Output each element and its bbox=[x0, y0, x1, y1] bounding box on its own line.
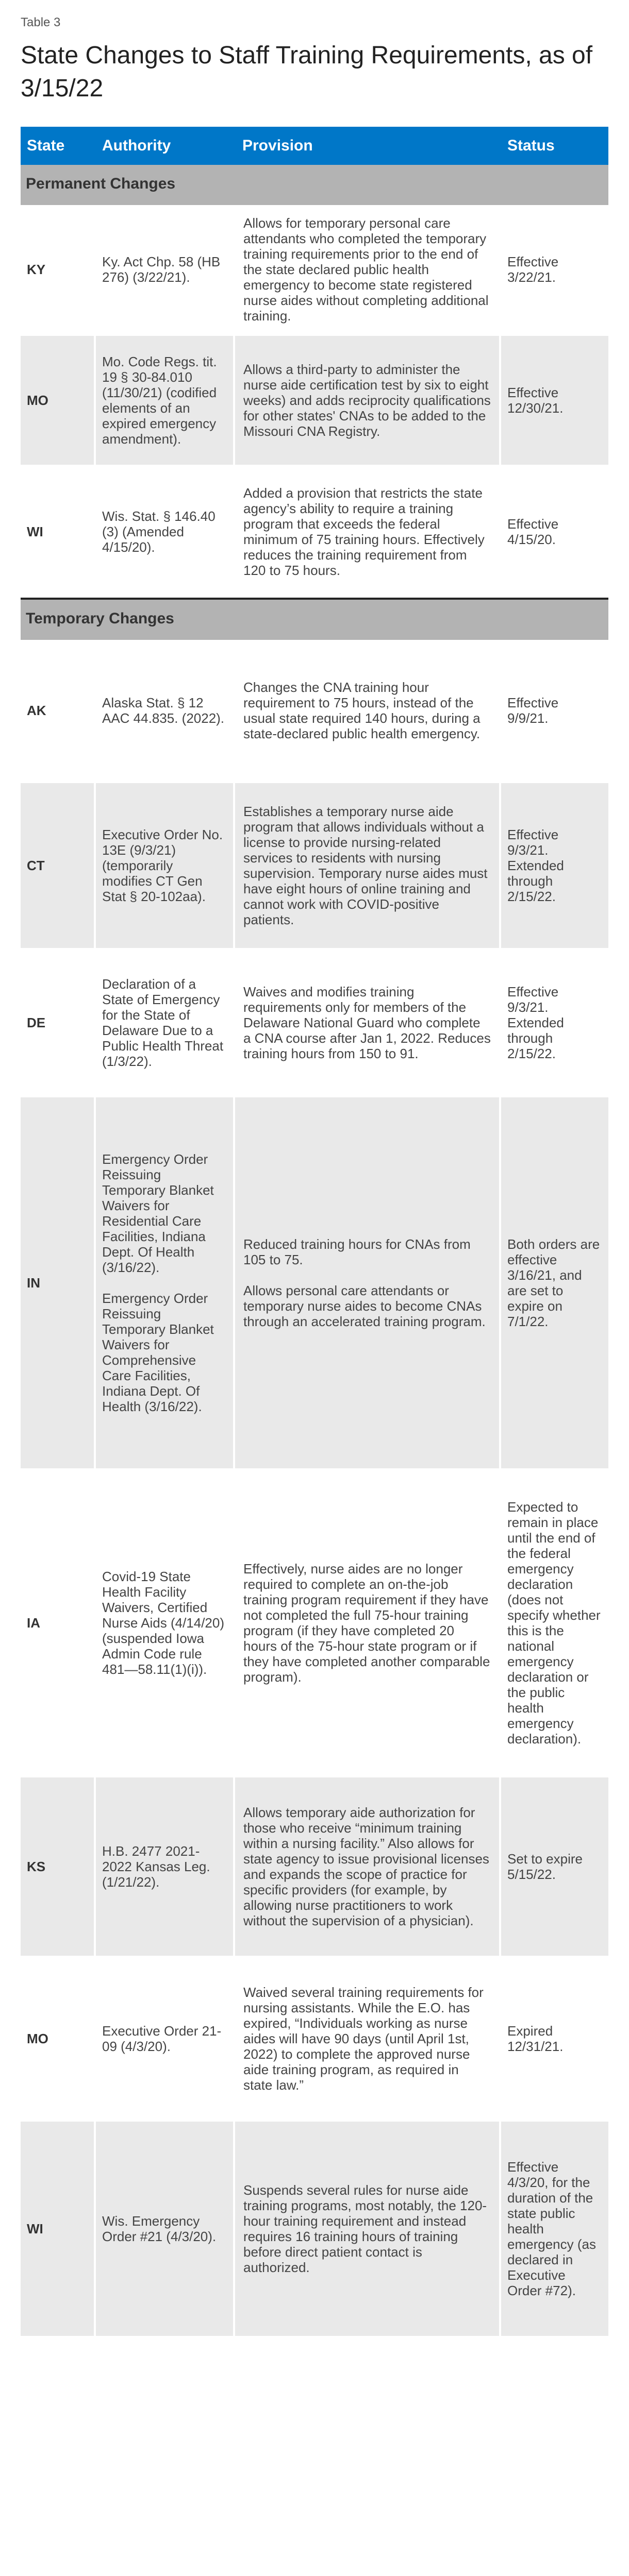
status-cell: Set to expire 5/15/22. bbox=[501, 1777, 608, 1956]
table-label: Table 3 bbox=[21, 15, 61, 29]
status-cell: Effective 9/3/21. Extended through 2/15/22. bbox=[501, 783, 608, 948]
provision-cell: Allows for temporary personal care attendants who completed the temporary training requirements prior to the end of the state declared public health emergency to become state registered nurse aides without completing additional training. bbox=[235, 205, 499, 334]
state-cell: IN bbox=[21, 1097, 94, 1468]
state-cell: KY bbox=[21, 205, 94, 334]
authority-cell: H.B. 2477 2021-2022 Kansas Leg. (1/21/22). bbox=[96, 1777, 233, 1956]
provision-text-b: Allows personal care attendants or temporary nurse aides to become CNAs through an accelerated training program. bbox=[243, 1283, 486, 1329]
table-header bbox=[21, 127, 608, 165]
col-header-authority: Authority bbox=[102, 137, 171, 154]
table-row bbox=[21, 336, 608, 467]
authority-cell: Executive Order No. 13E (9/3/21) (temporarily modifies CT Gen Stat § 20-102aa). bbox=[96, 783, 233, 948]
section-temporary-label: Temporary Changes bbox=[26, 610, 174, 627]
authority-cell: Wis. Emergency Order #21 (4/3/20). bbox=[96, 2122, 233, 2336]
state-cell: DE bbox=[21, 950, 94, 1095]
state-cell: IA bbox=[21, 1470, 94, 1775]
state-cell: CT bbox=[21, 783, 94, 948]
provision-cell: Changes the CNA training hour requirement to 75 hours, instead of the usual state required 140 hours, during a state-declared public health emergency. bbox=[235, 640, 499, 781]
provision-cell: Waives and modifies training requirements only for members of the Delaware National Guard who complete a CNA course after Jan 1, 2022. Reduces training hours from 150 to 91. bbox=[235, 950, 499, 1095]
provision-cell: Allows temporary aide authorization for those who receive “minimum training within a nursing facility.” Also allows for state agency to issue provisional licenses and expands the scope of practice for specific providers (for example, by allowing nurse practitioners to work without the supervision of a physician). bbox=[235, 1777, 499, 1956]
table-row bbox=[21, 1958, 608, 2122]
table-row bbox=[21, 467, 608, 599]
status-cell: Effective 12/30/21. bbox=[501, 336, 608, 465]
table-row bbox=[21, 2122, 608, 2338]
status-cell: Effective 9/3/21. Extended through 2/15/22. bbox=[501, 950, 608, 1095]
authority-cell: Wis. Stat. § 146.40 (3) (Amended 4/15/20). bbox=[96, 467, 233, 597]
authority-text-b: Emergency Order Reissuing Temporary Blanket Waivers for Comprehensive Care Facilities, Indiana Dept. Of Health (3/16/22). bbox=[102, 1291, 214, 1414]
provision-cell: Establishes a temporary nurse aide program that allows individuals without a license to provide nursing-related services to residents with nursing supervision. Temporary nurse aides must have eight hours of online training and cannot work with COVID-positive patients. bbox=[235, 783, 499, 948]
page-title: State Changes to Staff Training Requirements, as of 3/15/22 bbox=[21, 42, 593, 102]
state-cell: AK bbox=[21, 640, 94, 781]
authority-cell: Mo. Code Regs. tit. 19 § 30-84.010 (11/30/21) (codified elements of an expired emergency amendment). bbox=[96, 336, 233, 465]
status-cell: Effective 4/15/20. bbox=[501, 467, 608, 597]
state-cell: KS bbox=[21, 1777, 94, 1956]
section-permanent bbox=[21, 165, 608, 205]
state-cell: WI bbox=[21, 2122, 94, 2336]
state-cell: MO bbox=[21, 336, 94, 465]
status-cell: Both orders are effective 3/16/21, and are set to expire on 7/1/22. bbox=[501, 1097, 608, 1468]
table-row bbox=[21, 1097, 608, 1470]
provision-cell: Suspends several rules for nurse aide training programs, most notably, the 120-hour training requirement and instead requires 16 training hours of training before direct patient contact is authorized. bbox=[235, 2122, 499, 2336]
provision-cell: Allows a third-party to administer the nurse aide certification test by six to eight weeks) and adds reciprocity qualifications for other states' CNAs to be added to the Missouri CNA Registry. bbox=[235, 336, 499, 465]
table-row bbox=[21, 1470, 608, 1777]
status-cell: Effective 4/3/20, for the duration of the state public health emergency (as declared in Executive Order #72). bbox=[501, 2122, 608, 2336]
provision-text-a: Reduced training hours for CNAs from 105 to 75. bbox=[243, 1236, 471, 1267]
table-row bbox=[21, 783, 608, 950]
status-cell: Expected to remain in place until the end of the federal emergency declaration (does not specify whether this is the national emergency declaration or the public health emergency declaration). bbox=[501, 1470, 608, 1775]
section-permanent-label: Permanent Changes bbox=[26, 175, 176, 192]
state-cell: MO bbox=[21, 1958, 94, 2120]
authority-cell: Executive Order 21-09 (4/3/20). bbox=[96, 1958, 233, 2120]
col-header-status: Status bbox=[507, 137, 555, 154]
authority-cell: Ky. Act Chp. 58 (HB 276) (3/22/21). bbox=[96, 205, 233, 334]
authority-cell: Covid-19 State Health Facility Waivers, Certified Nurse Aids (4/14/20) (suspended Iowa Admin Code rule 481—58.11(1)(i)). bbox=[96, 1470, 233, 1775]
authority-cell: Declaration of a State of Emergency for the State of Delaware Due to a Public Health Threat (1/3/22). bbox=[96, 950, 233, 1095]
col-header-provision: Provision bbox=[242, 137, 313, 154]
provision-cell: Effectively, nurse aides are no longer required to complete an on-the-job training program requirement if they have not completed the full 75-hour training program (if they have completed 20 hours of the 75-hour state program or if they have completed another comparable program). bbox=[235, 1470, 499, 1775]
status-cell: Expired 12/31/21. bbox=[501, 1958, 608, 2120]
state-cell: WI bbox=[21, 467, 94, 597]
table-row bbox=[21, 950, 608, 1097]
provision-cell: Waived several training requirements for nursing assistants. While the E.O. has expired, “Individuals working as nurse aides will have 90 days (until April 1st, 2022) to complete the approved nurse aide training program, as required in state law.” bbox=[235, 1958, 499, 2120]
table-row bbox=[21, 205, 608, 336]
table-row bbox=[21, 1777, 608, 1958]
provision-cell: Added a provision that restricts the state agency’s ability to require a training program that exceeds the federal minimum of 75 training hours. Effectively reduces the training requirement from 120 to 75 hours. bbox=[235, 467, 499, 597]
status-cell: Effective 9/9/21. bbox=[501, 640, 608, 781]
authority-cell: Alaska Stat. § 12 AAC 44.835. (2022). bbox=[96, 640, 233, 781]
provision-cell bbox=[235, 1097, 499, 1468]
section-temporary bbox=[21, 600, 608, 640]
authority-text-a: Emergency Order Reissuing Temporary Blanket Waivers for Residential Care Facilities, Indiana Dept. Of Health (3/16/22). bbox=[102, 1151, 214, 1275]
status-cell: Effective 3/22/21. bbox=[501, 205, 608, 334]
authority-cell bbox=[96, 1097, 233, 1468]
table-row bbox=[21, 640, 608, 783]
col-header-state: State bbox=[27, 137, 65, 154]
